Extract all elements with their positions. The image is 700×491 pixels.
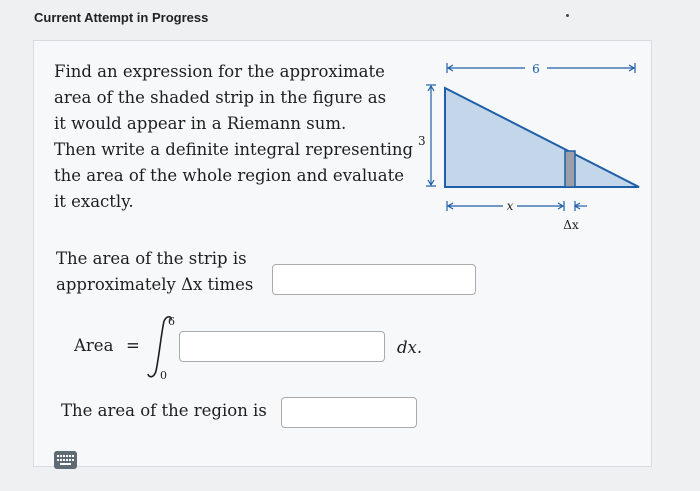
height-dimension: [426, 85, 436, 186]
x-label: x: [506, 199, 514, 213]
integrand-input[interactable]: [179, 331, 385, 362]
strip-question-line: The area of the strip is: [56, 249, 247, 268]
dx-text: dx.: [397, 338, 423, 357]
width-dimension: [447, 63, 635, 73]
equals-sign: =: [126, 336, 140, 355]
width-label: 6: [532, 62, 540, 76]
dx-label: Δx: [563, 218, 579, 232]
triangle-figure: [417, 53, 657, 238]
question-card: [33, 40, 652, 467]
shaded-strip: [565, 151, 575, 187]
height-label: 3: [418, 134, 426, 148]
shaded-region: [445, 88, 639, 187]
problem-line: Find an expression for the approximate: [54, 62, 385, 81]
strip-answer-input[interactable]: [272, 264, 476, 295]
page-header: Current Attempt in Progress: [34, 10, 209, 25]
problem-line: Then write a definite integral representing: [54, 140, 414, 159]
area-label: Area: [74, 336, 114, 355]
keyboard-icon[interactable]: [54, 451, 77, 469]
strip-question-line: approximately Δx times: [56, 275, 254, 294]
status-dot: [566, 14, 569, 17]
x-dimension: [447, 201, 587, 211]
integral-sign: [144, 313, 178, 381]
problem-statement: [54, 59, 424, 215]
problem-line: area of the shaded strip in the figure as: [54, 88, 387, 107]
problem-line: the area of the whole region and evaluate: [54, 166, 404, 185]
problem-line: it would appear in a Riemann sum.: [54, 114, 347, 133]
region-answer-input[interactable]: [281, 397, 417, 428]
problem-line: it exactly.: [54, 192, 134, 211]
strip-question: [56, 246, 253, 298]
region-question: The area of the region is: [61, 401, 267, 420]
integral-upper-limit: 6: [168, 315, 175, 328]
integral-lower-limit: 0: [160, 369, 167, 381]
